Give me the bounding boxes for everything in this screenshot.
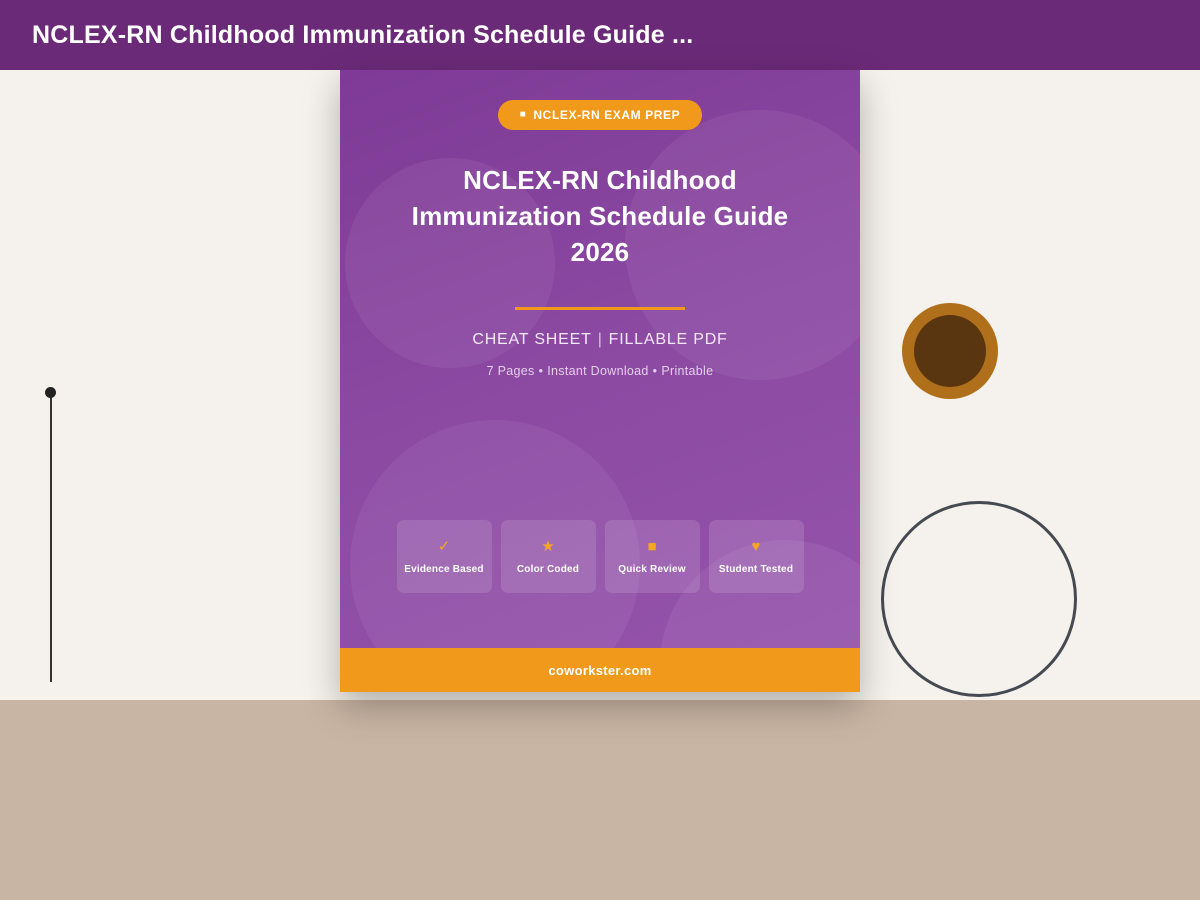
title-divider: [515, 307, 685, 310]
poster-footer-bar: [340, 648, 860, 692]
rod-knob-icon: [45, 387, 56, 398]
square-icon: ■: [647, 537, 657, 555]
feature-item: [709, 520, 804, 593]
poster-card: [340, 70, 860, 692]
feature-label: Quick Review: [618, 563, 686, 575]
window-titlebar: [0, 0, 1200, 70]
hanging-rod: [50, 392, 52, 682]
window-title: NCLEX-RN Childhood Immunization Schedule Guide ...: [32, 20, 694, 49]
poster-content: [340, 70, 860, 378]
meta-delivery: Instant Download: [547, 363, 649, 378]
wall-ring-decoration: [881, 501, 1077, 697]
meta-pages: 7 Pages: [486, 363, 535, 378]
feature-item: [605, 520, 700, 593]
exam-prep-badge: [498, 100, 702, 130]
meta-dot: •: [652, 363, 658, 378]
exam-prep-badge-label: NCLEX-RN EXAM PREP: [533, 108, 681, 122]
check-icon: ✓: [437, 537, 451, 555]
poster-formats: [380, 331, 820, 349]
footer-website: coworkster.com: [548, 662, 652, 678]
meta-dot: •: [538, 363, 544, 378]
wall-disc-decoration: [902, 303, 998, 399]
square-icon: ■: [519, 109, 527, 120]
feature-item: [397, 520, 492, 593]
format-separator: |: [597, 330, 603, 348]
feature-item: [501, 520, 596, 593]
feature-label: Color Coded: [516, 563, 580, 575]
feature-label: Student Tested: [718, 563, 794, 575]
feature-list: [340, 520, 860, 593]
format-left: CHEAT SHEET: [472, 330, 592, 348]
format-right: FILLABLE PDF: [608, 330, 728, 348]
floor-background: [0, 700, 1200, 900]
poster-meta: [380, 364, 820, 378]
heart-icon: ♥: [751, 537, 761, 555]
wall-disc-inner: [914, 315, 986, 387]
feature-label: Evidence Based: [404, 563, 484, 575]
star-icon: ★: [541, 537, 555, 555]
poster-title: NCLEX-RN Childhood Immunization Schedule Guide 2026: [411, 165, 789, 267]
meta-printable: Printable: [661, 363, 714, 378]
